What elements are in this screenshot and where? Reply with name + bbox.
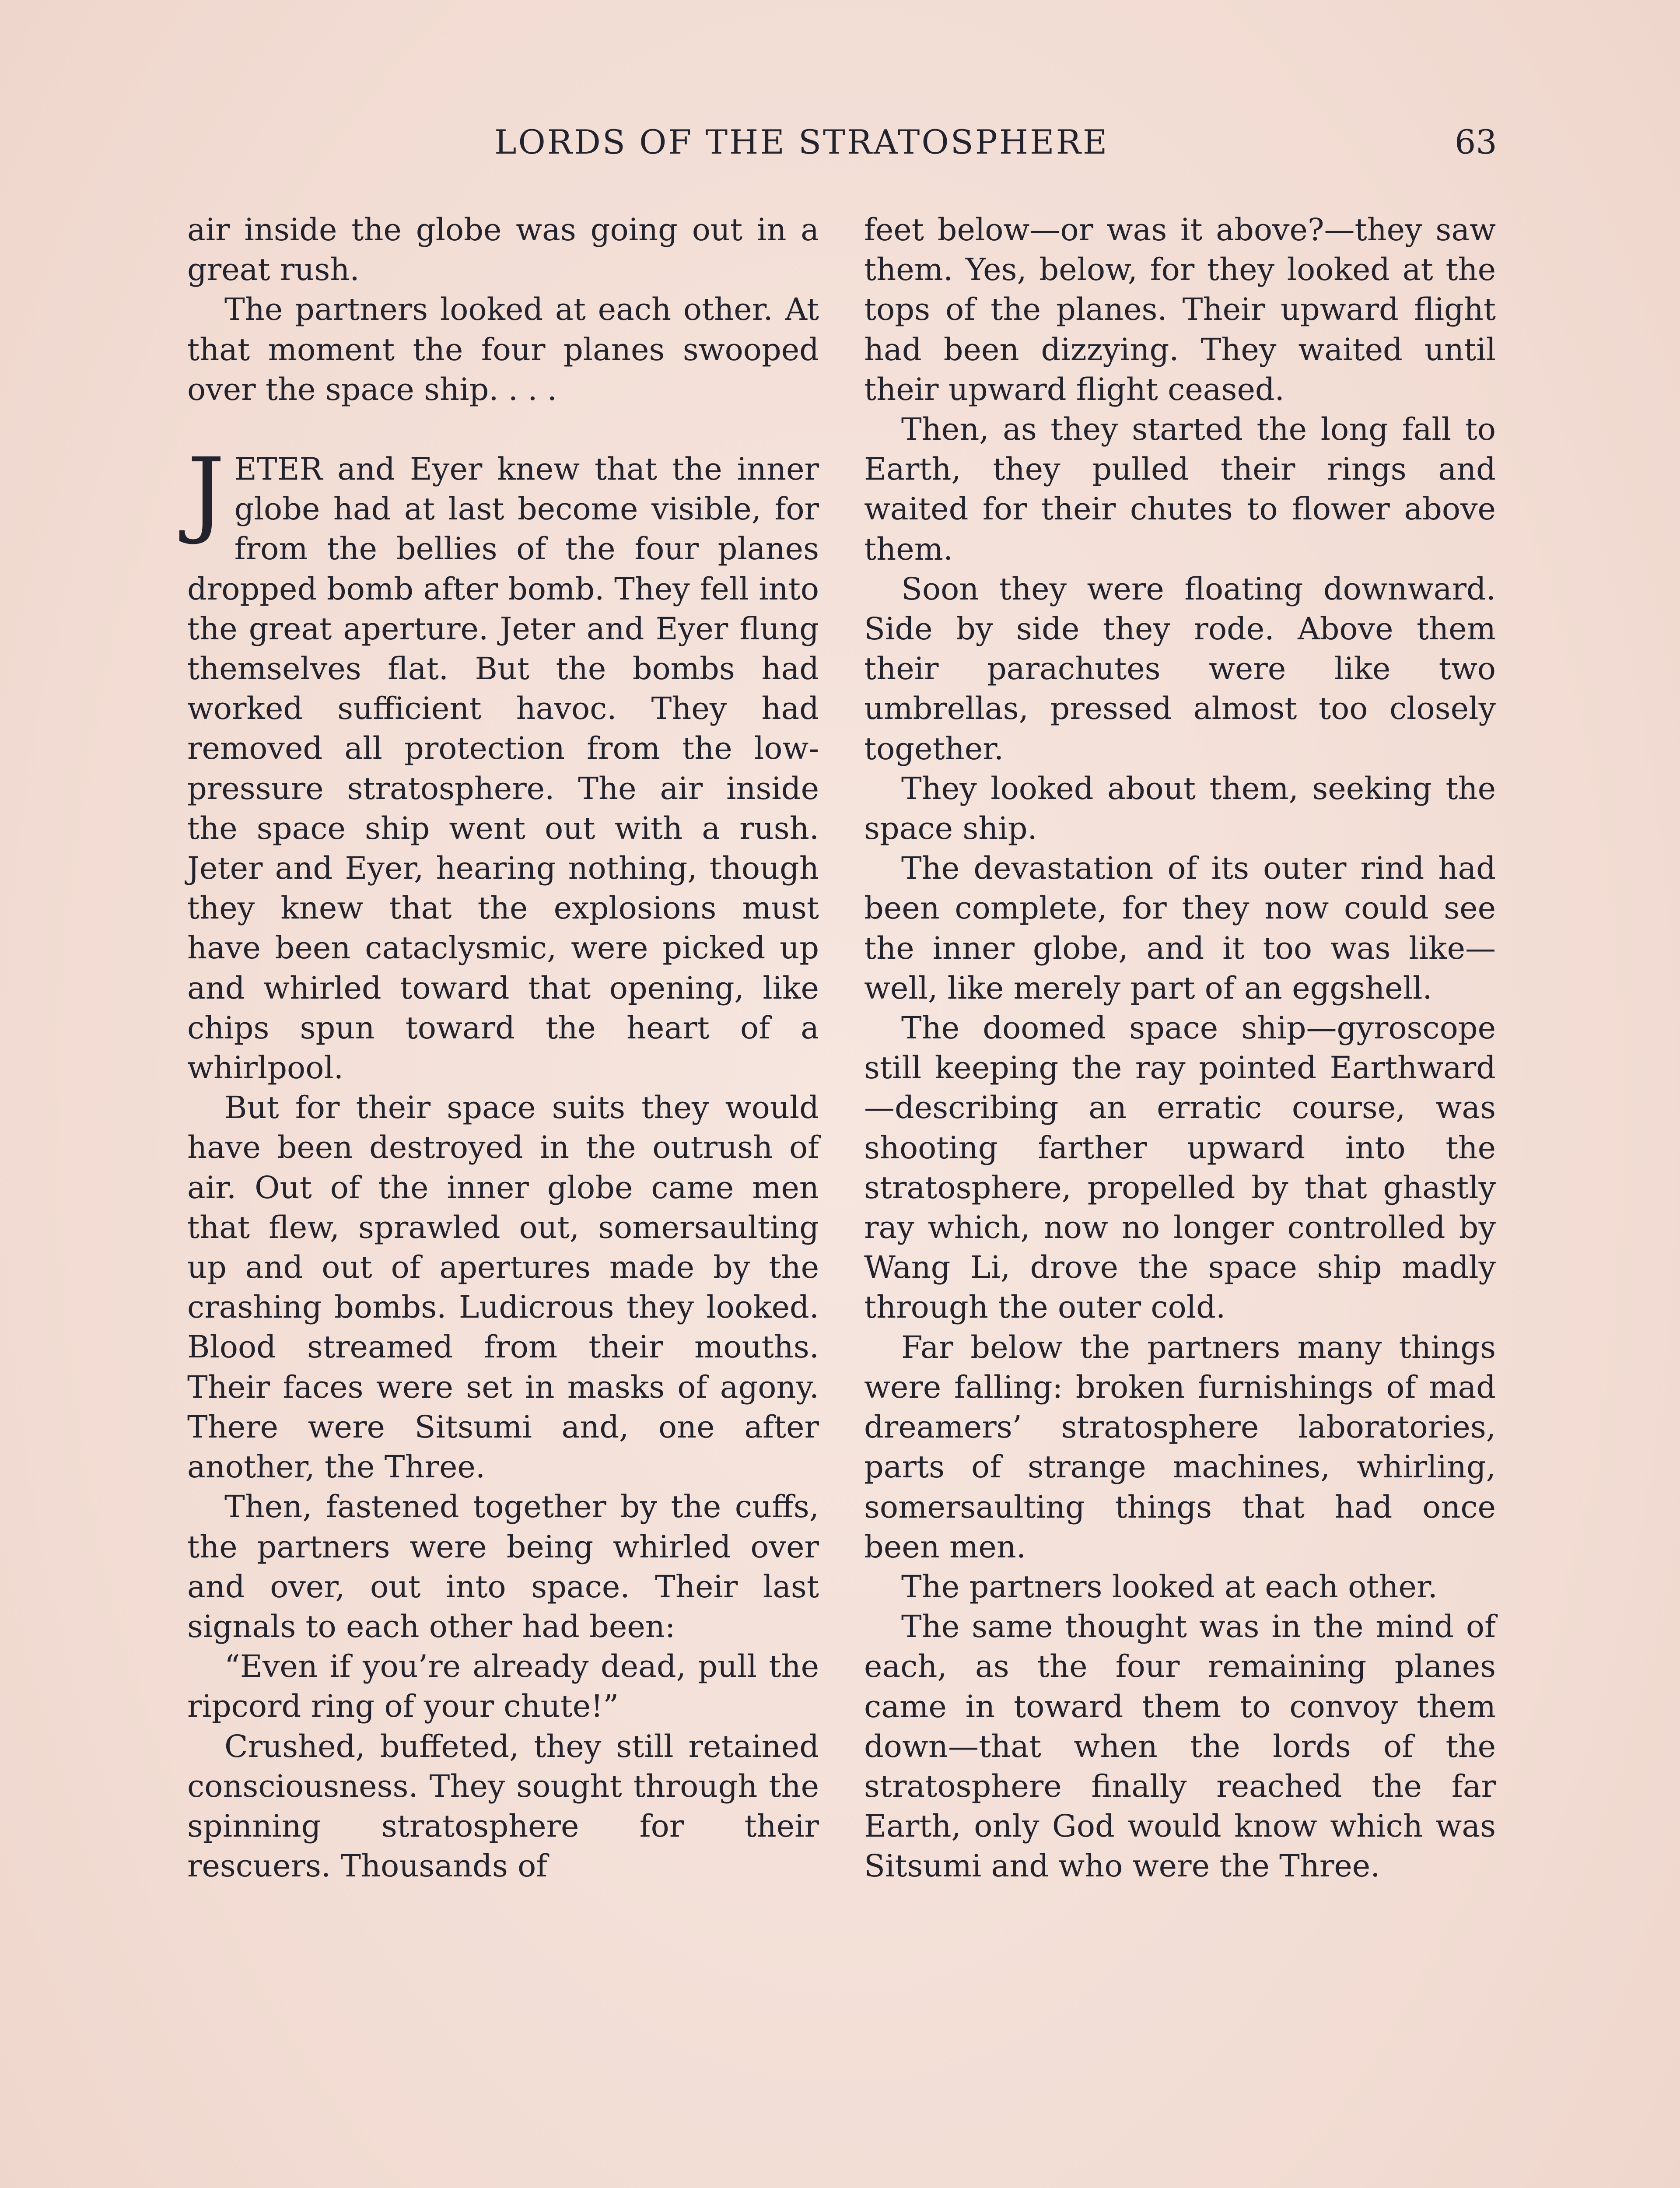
paragraph: Far below the partners many things were falling: broken furnishings of mad dreamers’ stratosphere laboratories, parts of strange machines, whirling, somersaulting things that had once been men. [864,1329,1496,1565]
right-column [864,210,1496,1886]
paragraph: Soon they were floating downward. Side by side they rode. Above them their parachutes were like two umbrellas, pressed almost too closely together. [864,571,1496,767]
paragraph: “Even if you’re already dead, pull the ripcord ring of your chute!” [187,1648,819,1725]
paragraph: The same thought was in the mind of each, as the four remaining planes came in toward them to convoy them down—that when the lords of the stratosphere finally reached the far Earth, only God would know which was Sitsumi and who were the Three. [864,1609,1496,1884]
paragraph: The partners looked at each other. At that moment the four planes swooped over the space ship. . . . [187,291,819,407]
paragraph: The partners looked at each other. [901,1568,1438,1605]
paragraph: Crushed, buffeted, they still retained consciousness. They sought through the spinning stratosphere for their rescuers. Thousands of [187,1728,819,1884]
paragraph: The devastation of its outer rind had been complete, for they now could see the inner globe, and it too was like—well, like merely part of an eggshell. [864,850,1496,1006]
paragraph: feet below—or was it above?—they saw them. Yes, below, for they looked at the tops of the planes. Their upward flight had been dizzying. They waited until their upward flight ceased. [864,212,1496,407]
drop-cap: J [187,438,225,547]
page-number: 63 [1455,123,1497,161]
paragraph: They looked about them, seeking the space ship. [864,770,1496,847]
left-column [187,210,819,1886]
paragraph: Then, fastened together by the cuffs, the partners were being whirled over and over, out into space. Their last signals to each other had been: [187,1489,819,1645]
paragraph-with-drop-cap [187,438,819,1088]
paragraph: air inside the globe was going out in a great rush. [187,212,819,288]
paragraph: Then, as they started the long fall to Earth, they pulled their rings and waited for their chutes to flower above them. [864,411,1496,567]
paragraph: But for their space suits they would have been destroyed in the outrush of air. Out of the inner globe came men that flew, sprawled out, somersaulting up and out of apertures made by the crashing bombs. Ludicrous they looked. Blood streamed from their mouths. Their faces were set in masks of agony. There were Sitsumi and, one after another, the Three. [187,1090,819,1485]
paragraph-text: ETER and Eyer knew that the inner globe had at last become visible, for from the bellies of the four planes dropped bomb after bomb. They fell into the great aperture. Jeter and Eyer flung themselves flat. But the bombs had worked sufficient havoc. They had removed all protection from the low-pressure stratosphere. The air inside the space ship went out with a rush. Jeter and Eyer, hearing nothing, though they knew that the explosions must have been cataclysmic, were picked up and whirled toward that opening, like chips spun toward the heart of a whirlpool. [187,451,819,1086]
paragraph: The doomed space ship—gyroscope still keeping the ray pointed Earthward—describing an erratic course, was shooting farther upward into the stratosphere, propelled by that ghastly ray which, now no longer controlled by Wang Li, drove the space ship madly through the outer cold. [864,1010,1496,1325]
running-head-title: LORDS OF THE STRATOSPHERE [494,123,1109,161]
